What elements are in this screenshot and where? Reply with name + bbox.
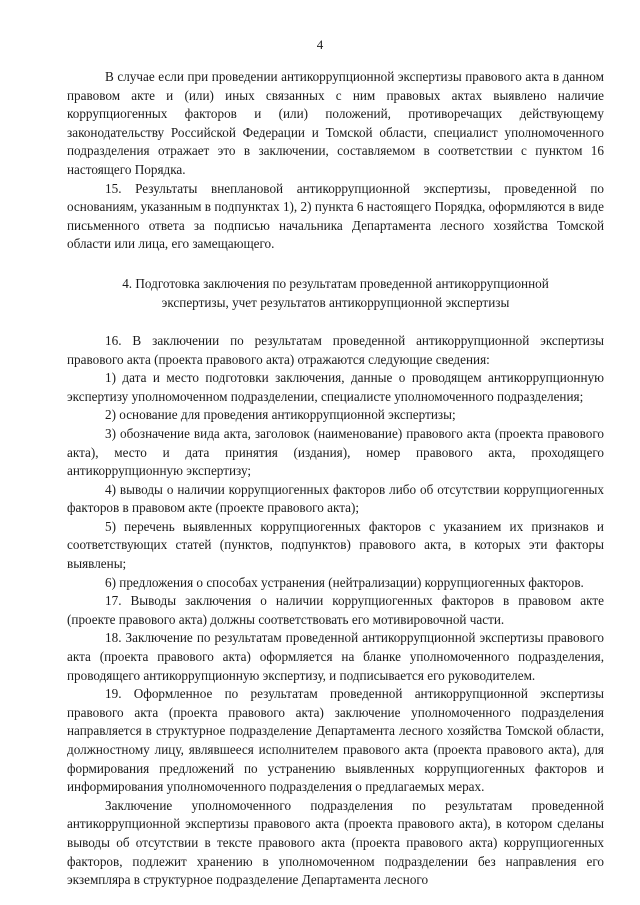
paragraph-14-continued: В случае если при проведении антикоррупционной экспертизы правового акта в данном правовом акте и (или) иных связанных с ним правовых актах выявлено наличие коррупциогенных факторов и (или) положений, противоречащих действующему законодательству Российской Федерации и Томской области, специалист уполномоченного подразделения отражает это в заключении, составляемом в соответствии с пунктом 16 настоящего Порядка. [67, 69, 604, 177]
list-item-6: 6) предложения о способах устранения (нейтрализации) коррупциогенных факторов. [105, 574, 584, 590]
list-item-2: 2) основание для проведения антикоррупционной экспертизы; [105, 407, 456, 423]
page-number: 4 [316, 37, 324, 52]
list-item-4: 4) выводы о наличии коррупциогенных факторов либо об отсутствии коррупциогенных факторов в правовом акте (проекте правового акта); [67, 481, 604, 516]
paragraph-19: 19. Оформленное по результатам проведенной антикоррупционной экспертизы правового акта (проекта правового акта) заключение уполномоченного подразделения направляется в структурное подразделение Департамента лесного хозяйства Томской области, должностному лицу, являвшееся исполнителем правового акта (проекта правового акта), для формирования предложений по устранению выявленных коррупциогенных факторов и информирования уполномоченного подразделения о предлагаемых мерах. [67, 686, 604, 795]
paragraph-16: 16. В заключении по результатам проведенной антикоррупционной экспертизы правового акта (проекта правового акта) отражаются следующие сведения: [67, 332, 604, 367]
list-item-5: 5) перечень выявленных коррупциогенных факторов с указанием их признаков и соответствующих статей (пунктов, подпунктов) правового акта, в которых эти факторы выявлены; [67, 518, 604, 572]
paragraph-conclusion: Заключение уполномоченного подразделения по результатам проведенной антикоррупционной экспертизы правового акта (проекта правового акта), в котором сделаны выводы об отсутствии в тексте правового акта (проекта правового акта) коррупциогенных факторов, подлежит хранению в уполномоченном подразделении без направления его экземпляра в структурное подразделение Департамента лесного [67, 797, 604, 888]
paragraph-18: 18. Заключение по результатам проведенной антикоррупционной экспертизы правового акта (проекта правового акта) оформляется на бланке уполномоченного подразделения, проводящего антикоррупционную экспертизу, и подписывается его руководителем. [67, 630, 604, 683]
list-item-3: 3) обозначение вида акта, заголовок (наименование) правового акта (проекта правового акта), место и дата принятия (издания), номер правового акта, проходящего антикоррупционную экспертизу; [67, 425, 604, 479]
paragraph-15: 15. Результаты внеплановой антикоррупционной экспертизы, проведенной по основаниям, указанным в подпунктах 1), 2) пункта 6 настоящего Порядка, оформляются в виде письменного ответа за подписью начальника Департамента лесного хозяйства Томской области или лица, его замещающего. [67, 180, 604, 252]
section-heading: 4. Подготовка заключения по результатам проведенной антикоррупционной экспертизы, учет результатов антикоррупционной экспертизы [122, 275, 549, 310]
paragraph-17: 17. Выводы заключения о наличии коррупциогенных факторов в правовом акте (проекте правового акта) должны соответствовать его мотивировочной части. [67, 593, 604, 627]
document-body [67, 68, 604, 890]
list-item-1: 1) дата и место подготовки заключения, данные о проводящем антикоррупционную экспертизу уполномоченном подразделении, специалисте уполномоченного подразделения; [67, 370, 604, 404]
